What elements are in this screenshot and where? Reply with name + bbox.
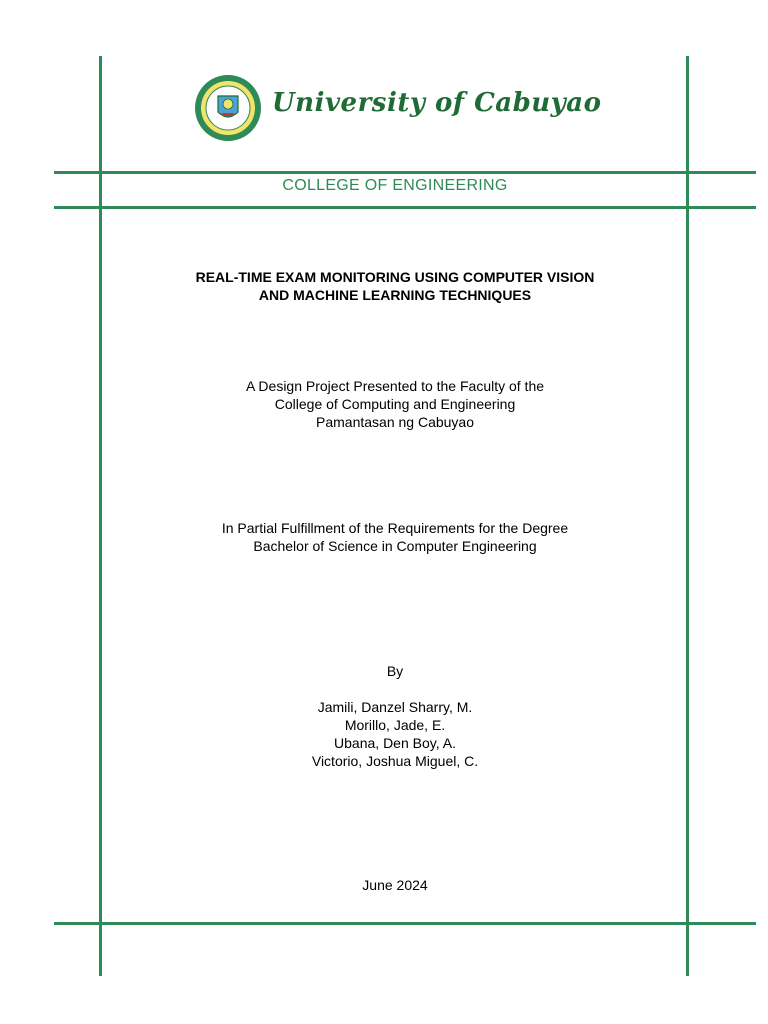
submission-date: June 2024	[362, 877, 428, 893]
author-4: Victorio, Joshua Miguel, C.	[311, 753, 479, 769]
university-seal-logo	[194, 74, 262, 142]
thesis-title	[0, 268, 768, 304]
header-bottom-rule	[54, 206, 756, 209]
author-1: Jamili, Danzel Sharry, M.	[317, 699, 473, 715]
presented-line-3: Pamantasan ng Cabuyao	[316, 414, 474, 430]
footer-rule	[54, 922, 756, 925]
author-3: Ubana, Den Boy, A.	[334, 735, 456, 751]
presented-line-2: College of Computing and Engineering	[274, 396, 516, 412]
college-name: COLLEGE OF ENGINEERING	[282, 177, 508, 194]
by-label: By	[386, 663, 404, 679]
title-line-2: AND MACHINE LEARNING TECHNIQUES	[258, 287, 532, 303]
presented-line-1: A Design Project Presented to the Faculty of the	[245, 378, 545, 394]
fulfillment-line-2: Bachelor of Science in Computer Engineering	[253, 538, 537, 554]
fulfillment-block	[0, 519, 768, 555]
university-name: University of Cabuyao	[272, 88, 602, 118]
fulfillment-line-1: In Partial Fulfillment of the Requirements for the Degree	[221, 520, 569, 536]
header-top-rule	[54, 171, 756, 174]
title-line-1: REAL-TIME EXAM MONITORING USING COMPUTER VISION	[195, 269, 595, 285]
author-2: Morillo, Jade, E.	[344, 717, 446, 733]
authors-list	[0, 698, 768, 770]
presented-to-block	[0, 377, 768, 431]
